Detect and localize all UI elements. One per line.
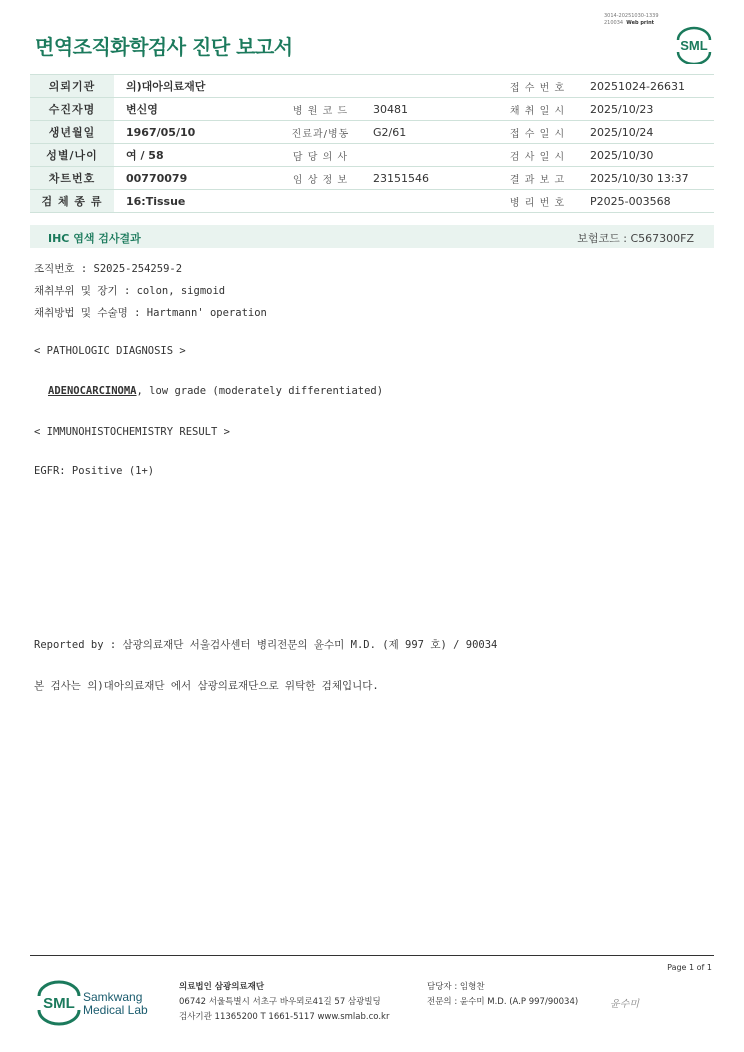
field-value: 의)대아의료재단	[114, 75, 497, 98]
staff-name: 임형찬	[459, 982, 485, 992]
signature: 윤수미	[610, 999, 639, 1010]
field-value: 2025/10/30	[578, 144, 714, 167]
field-label: 접 수 일 시	[497, 121, 578, 144]
info-row	[30, 75, 714, 98]
samkwang-logo	[37, 980, 157, 1026]
staff-info	[427, 980, 578, 1010]
print-code: 210034	[604, 20, 624, 26]
tissue-number: 조직번호 : S2025-254259-2	[34, 263, 183, 275]
org-name: 의료법인 삼광의료재단	[179, 982, 265, 992]
info-row	[30, 190, 714, 213]
field-value: 16:Tissue	[114, 190, 497, 213]
field-value: G2/61	[361, 121, 497, 144]
field-label: 채 취 일 시	[497, 98, 578, 121]
print-label: Web print	[626, 20, 655, 26]
logo-text: SML	[680, 38, 708, 53]
logo-line-medical-lab: Medical Lab	[83, 1003, 148, 1017]
org-address: 06742 서울특별시 서초구 바우뫼로41길 57 삼광빌딩	[179, 997, 381, 1007]
footer-logo-mark: SML	[43, 995, 75, 1012]
info-row	[30, 121, 714, 144]
field-value: 1967/05/10	[114, 121, 280, 144]
field-value: 여 / 58	[114, 144, 280, 167]
sml-logo	[674, 26, 714, 64]
field-label: 수진자명	[30, 98, 114, 121]
field-value: 2025/10/23	[578, 98, 714, 121]
collection-method: 채취방법 및 수술명 : Hartmann' operation	[34, 307, 267, 319]
logo-line-samkwang: Samkwang	[83, 990, 143, 1004]
expert-name: 윤수미 M.D. (A.P 997/90034)	[459, 997, 579, 1007]
reported-by: Reported by : 삼광의료재단 서울검사센터 병리전문의 윤수미 M.D. (제 997 호) / 90034	[34, 639, 498, 651]
diagnosis-header: < PATHOLOGIC DIAGNOSIS >	[34, 345, 186, 357]
field-label: 검 체 종 류	[30, 190, 114, 213]
egfr-result: EGFR: Positive (1+)	[34, 465, 155, 477]
ihc-header-bar	[30, 225, 714, 248]
field-value: 2025/10/30 13:37	[578, 167, 714, 190]
organization-info	[179, 980, 389, 1025]
field-value: P2025-003568	[578, 190, 714, 213]
field-label: 임 상 정 보	[280, 167, 361, 190]
diagnosis-term: ADENOCARCINOMA	[48, 385, 137, 397]
diagnosis-detail: , low grade (moderately differentiated)	[136, 385, 384, 397]
footer-divider	[30, 955, 714, 956]
staff-label: 담당자 :	[427, 982, 458, 992]
field-value: 23151546	[361, 167, 497, 190]
report-title: 면역조직화학검사 진단 보고서	[35, 35, 293, 59]
insurance-code: 보험코드 : C567300FZ	[577, 232, 694, 245]
collection-site: 채취부위 및 장기 : colon, sigmoid	[34, 285, 226, 297]
field-label: 결 과 보 고	[497, 167, 578, 190]
field-label: 성별/나이	[30, 144, 114, 167]
field-value: 변신영	[114, 98, 280, 121]
info-row	[30, 144, 714, 167]
field-label: 접 수 번 호	[497, 75, 578, 98]
field-value: 00770079	[114, 167, 280, 190]
info-row	[30, 98, 714, 121]
ihc-result-header: < IMMUNOHISTOCHEMISTRY RESULT >	[34, 426, 230, 438]
field-value: 30481	[361, 98, 497, 121]
field-label: 검 사 일 시	[497, 144, 578, 167]
field-label: 병 원 코 드	[280, 98, 361, 121]
org-contact: 검사기관 11365200 T 1661-5117 www.smlab.co.kr	[179, 1012, 390, 1022]
print-id: 3014-20251030-1339	[604, 13, 659, 19]
field-label: 생년월일	[30, 121, 114, 144]
info-row	[30, 167, 714, 190]
diagnosis-line	[48, 385, 383, 397]
ihc-title: IHC 염색 검사결과	[48, 232, 141, 245]
field-value	[361, 144, 497, 167]
field-label: 차트번호	[30, 167, 114, 190]
page-number: Page 1 of 1	[667, 963, 712, 972]
field-label: 진료과/병동	[280, 121, 361, 144]
field-label: 의뢰기관	[30, 75, 114, 98]
field-label: 담 당 의 사	[280, 144, 361, 167]
patient-info-table	[30, 74, 714, 213]
expert-label: 전문의 :	[427, 997, 458, 1007]
print-meta	[604, 13, 659, 27]
field-label: 병 리 번 호	[497, 190, 578, 213]
field-value: 2025/10/24	[578, 121, 714, 144]
consignment-note: 본 검사는 의)대아의료재단 에서 삼광의료재단으로 위탁한 검체입니다.	[34, 680, 379, 692]
field-value: 20251024-26631	[578, 75, 714, 98]
